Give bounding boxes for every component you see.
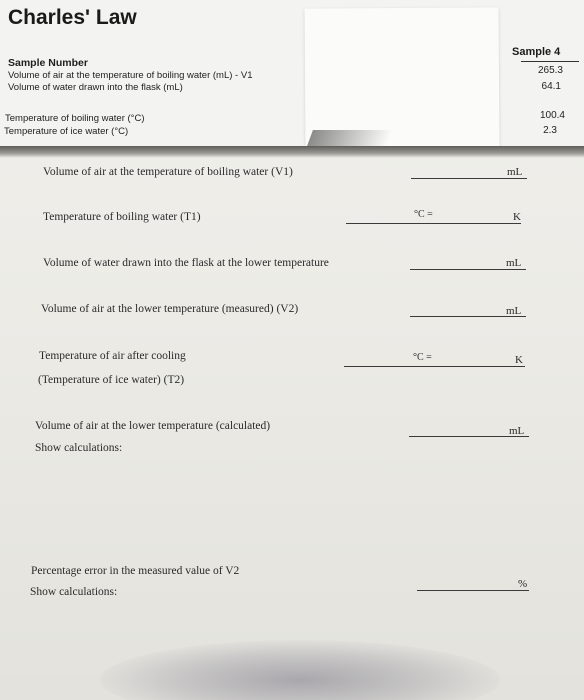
page-title: Charles' Law <box>8 6 137 29</box>
water-drawn-label: Volume of water drawn into the flask (mL) <box>8 82 183 93</box>
unit-kelvin: K <box>513 211 521 223</box>
question-v2-measured: Volume of air at the lower temperature (measured) (V2) <box>41 303 299 315</box>
sample-column-header: Sample 4 <box>512 46 561 58</box>
ice-temp-label: Temperature of ice water (°C) <box>4 126 129 137</box>
question-v2-calculated: Volume of air at the lower temperature (calculated) <box>35 420 271 432</box>
v1-value: 265.3 <box>537 65 563 76</box>
answer-line-v1[interactable] <box>411 178 527 179</box>
ice-temp-value: 2.3 <box>543 125 557 136</box>
unit-celsius-equals: °C = <box>414 209 433 220</box>
paper-shadow <box>307 130 393 146</box>
data-table-printout <box>0 0 584 152</box>
unit-ml: mL <box>507 166 523 178</box>
answer-line-water-drawn[interactable] <box>410 269 526 270</box>
answer-line-t1-celsius[interactable] <box>346 223 442 224</box>
boiling-temp-label: Temperature of boiling water (°C) <box>5 113 145 124</box>
unit-ml: mL <box>509 425 525 437</box>
answer-line-t2-celsius[interactable] <box>344 366 442 367</box>
header-rule <box>521 61 579 62</box>
v1-label: Volume of air at the temperature of boiling water (mL) - V1 <box>8 70 253 81</box>
question-t2-line1: Temperature of air after cooling <box>39 350 186 362</box>
sheet-edge-shadow <box>0 146 584 158</box>
answer-line-percent-error[interactable] <box>417 590 529 591</box>
question-t1: Temperature of boiling water (T1) <box>43 211 201 223</box>
question-t2-line2: (Temperature of ice water) (T2) <box>38 374 185 386</box>
phone-shadow <box>100 640 500 700</box>
show-calculations-v2: Show calculations: <box>35 442 123 454</box>
question-v1: Volume of air at the temperature of boiling water (V1) <box>43 166 293 178</box>
sample-number-label: Sample Number <box>8 57 88 69</box>
question-percent-error: Percentage error in the measured value of V2 <box>31 565 240 577</box>
answer-line-t2-kelvin[interactable] <box>441 366 525 367</box>
boiling-temp-value: 100.4 <box>539 110 565 121</box>
unit-celsius-equals: °C = <box>413 352 432 363</box>
unit-ml: mL <box>506 305 522 317</box>
answer-line-t1-kelvin[interactable] <box>441 223 521 224</box>
unit-ml: mL <box>506 257 522 269</box>
covering-paper <box>305 7 500 148</box>
unit-kelvin: K <box>515 354 523 366</box>
show-calculations-error: Show calculations: <box>30 586 118 598</box>
water-drawn-value: 64.1 <box>541 81 561 92</box>
question-water-drawn: Volume of water drawn into the flask at the lower temperature <box>43 257 329 269</box>
unit-percent: % <box>518 578 528 590</box>
